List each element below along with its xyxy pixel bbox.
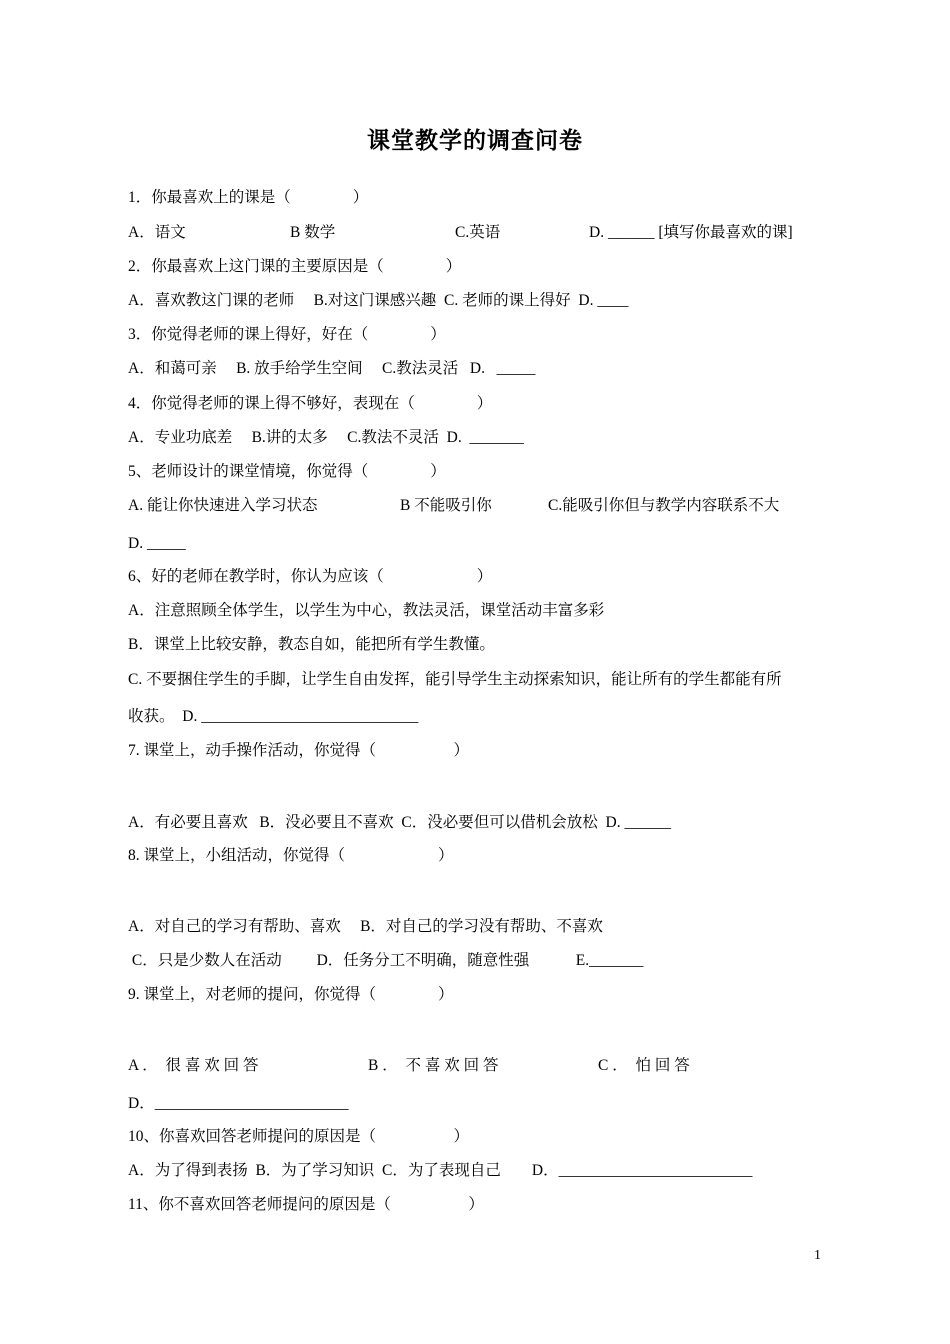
option-a: A. 能让你快速进入学习状态 — [128, 497, 318, 514]
page-title: 课堂教学的调查问卷 — [367, 128, 583, 153]
question-text: 10、你喜欢回答老师提问的原因是（ ） — [128, 1128, 470, 1145]
options-8-cde — [128, 951, 643, 971]
option-6b — [128, 635, 495, 655]
question-text: 9. 课堂上，对老师的提问，你觉得（ ） — [128, 986, 454, 1003]
question-text: 1．你最喜欢上的课是（ ） — [128, 189, 369, 206]
question-6 — [128, 567, 492, 587]
options-text: A．为了得到表扬 B．为了学习知识 C．为了表现自己 D．_________________________ — [128, 1162, 753, 1179]
question-text: 11、你不喜欢回答老师提问的原因是（ ） — [128, 1196, 484, 1213]
question-5 — [128, 462, 446, 482]
options-1 — [128, 223, 828, 243]
options-text: A．喜欢教这门课的老师 B.对这门课感兴趣 C. 老师的课上得好 D. ____ — [128, 292, 629, 309]
option-6a — [128, 601, 604, 621]
option-d: D. ______ [填写你最喜欢的课] — [589, 224, 793, 241]
option-b: B ． 不 喜 欢 回 答 — [368, 1057, 499, 1074]
option-c: C ． 怕 回 答 — [598, 1057, 690, 1074]
question-text: 8. 课堂上，小组活动，你觉得（ ） — [128, 847, 454, 864]
option-text: C. 不要捆住学生的手脚，让学生自由发挥，能引导学生主动探索知识，能让所有的学生都能有所 — [128, 671, 782, 688]
options-2 — [128, 291, 628, 311]
options-10 — [128, 1161, 752, 1181]
option-6c — [128, 670, 782, 690]
question-9 — [128, 985, 454, 1005]
options-text: A．专业功底差 B.讲的太多 C.教法不灵活 D. _______ — [128, 429, 524, 446]
question-text: 7. 课堂上，动手操作活动，你觉得（ ） — [128, 742, 470, 759]
question-11 — [128, 1195, 484, 1215]
option-c: C.能吸引你但与教学内容联系不大 — [548, 497, 780, 514]
options-text: A．和蔼可亲 B. 放手给学生空间 C.教法灵活 D. _____ — [128, 360, 536, 377]
question-text: 6、好的老师在教学时，你认为应该（ ） — [128, 568, 493, 585]
option-6c-cont — [128, 707, 418, 727]
question-1 — [128, 188, 368, 208]
options-text: A．有必要且喜欢 B．没必要且不喜欢 C．没必要但可以借机会放松 D. ______ — [128, 814, 671, 831]
option-text: B．课堂上比较安静，教态自如，能把所有学生教懂。 — [128, 636, 495, 653]
question-text: 2．你最喜欢上这门课的主要原因是（ ） — [128, 258, 462, 275]
question-8 — [128, 846, 454, 866]
question-2 — [128, 257, 461, 277]
question-text: 3．你觉得老师的课上得好，好在（ ） — [128, 326, 446, 343]
question-7 — [128, 741, 469, 761]
options-text: C．只是少数人在活动 D．任务分工不明确，随意性强 E._______ — [128, 952, 644, 969]
options-9 — [128, 1056, 828, 1076]
option-d-line — [128, 534, 186, 554]
option-a: A ． 很 喜 欢 回 答 — [128, 1057, 259, 1074]
page-number: 1 — [814, 1248, 821, 1263]
option-b: B 数学 — [290, 224, 336, 241]
question-10 — [128, 1127, 469, 1147]
options-3 — [128, 359, 535, 379]
option-c: C.英语 — [455, 224, 501, 241]
option-d: D. _____ — [128, 535, 186, 552]
options-8-ab — [128, 917, 603, 937]
options-text: A．对自己的学习有帮助、喜欢 B．对自己的学习没有帮助、不喜欢 — [128, 918, 603, 935]
question-4 — [128, 394, 492, 414]
options-4 — [128, 428, 524, 448]
question-text: 4．你觉得老师的课上得不够好，表现在（ ） — [128, 395, 493, 412]
option-text: A．注意照顾全体学生，以学生为中心，教法灵活，课堂活动丰富多彩 — [128, 602, 605, 619]
option-b: B 不能吸引你 — [400, 497, 492, 514]
option-9d — [128, 1094, 348, 1114]
options-7 — [128, 813, 671, 833]
question-3 — [128, 325, 446, 345]
option-a: A．语文 — [128, 224, 186, 241]
option-d: D．_________________________ — [128, 1095, 349, 1112]
options-5 — [128, 496, 828, 516]
question-text: 5、老师设计的课堂情境，你觉得（ ） — [128, 463, 446, 480]
option-text: 收获。 D. ____________________________ — [128, 708, 419, 725]
